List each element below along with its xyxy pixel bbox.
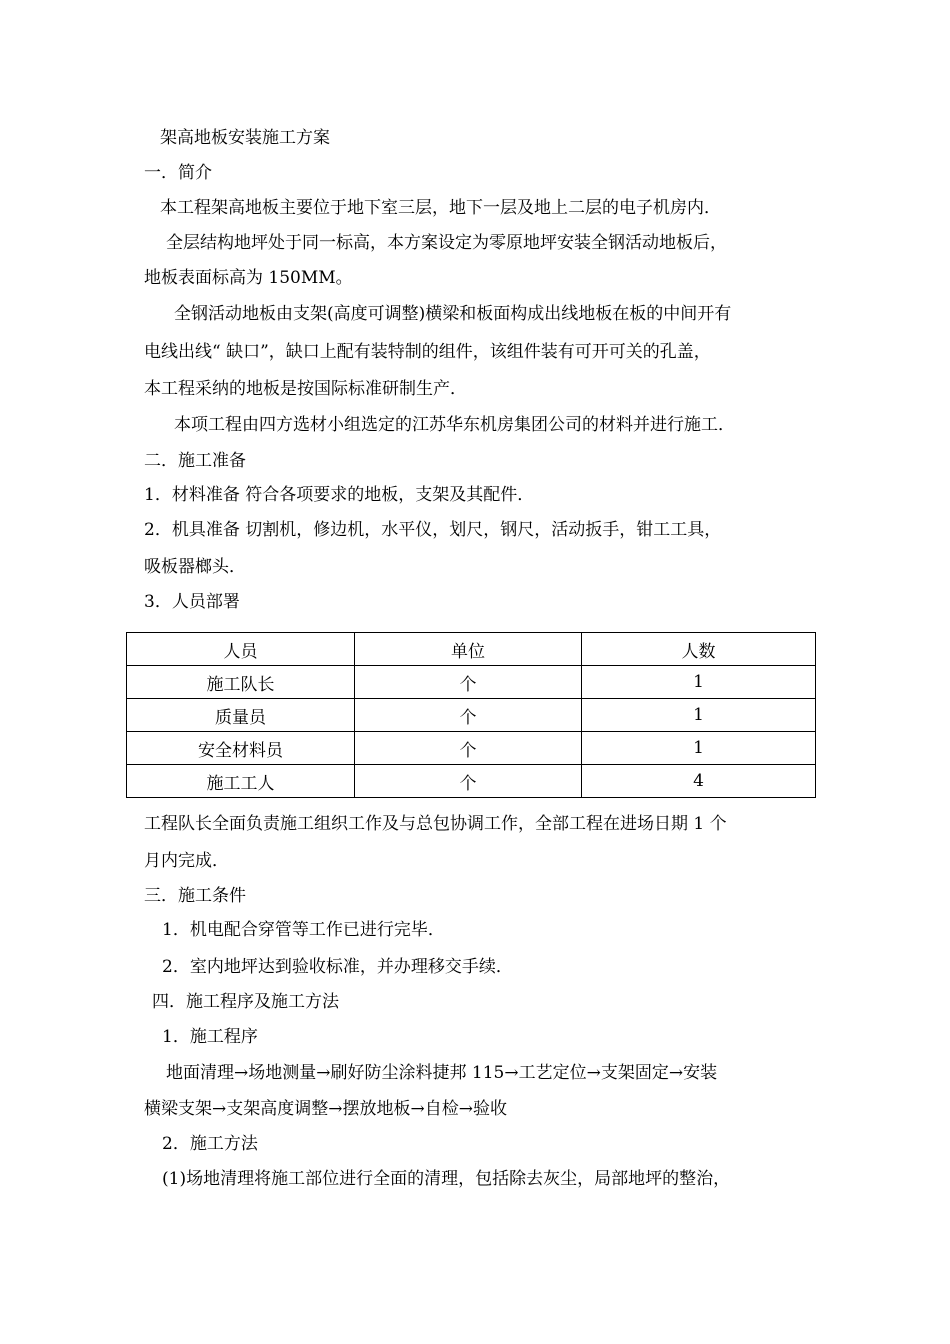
table-cell: 施工工人 [127,765,355,798]
paragraph-3-line-2: 电线出线“ 缺口”，缺口上配有装特制的组件，该组件装有可开可关的孔盖， [144,342,711,362]
section-1-heading: 一．简介 [144,163,212,183]
section-4-heading: 四．施工程序及施工方法 [152,992,339,1012]
procedure-flow-line-1: 地面清理→场地测量→刷好防尘涂料捷邦 115→工艺定位→支架固定→安装 [166,1063,718,1083]
staffing-table [126,632,816,798]
table-row [127,666,816,699]
section-2-item-3: 3．人员部署 [144,592,240,612]
after-table-line-1: 工程队长全面负责施工组织工作及与总包协调工作，全部工程在进场日期 1 个 [144,814,727,834]
table-cell: 施工队长 [127,666,355,699]
paragraph-2-line-2: 地板表面标高为 150MM。 [144,268,353,288]
after-table-line-2: 月内完成． [144,851,229,871]
doc-title: 架高地板安装施工方案 [160,128,330,148]
table-cell: 1 [582,699,816,732]
table-row [127,765,816,798]
procedure-flow-line-2: 横梁支架→支架高度调整→摆放地板→自检→验收 [144,1099,507,1119]
table-header-cell: 单位 [355,633,582,666]
table-header-row [127,633,816,666]
section-3-item-2: 2．室内地坪达到验收标准，并办理移交手续． [162,957,513,977]
table-cell: 1 [582,732,816,765]
table-row [127,732,816,765]
table-cell: 个 [355,699,582,732]
table-row [127,699,816,732]
section-2-item-2-line-1: 2．机具准备 切割机，修边机，水平仪，划尺，钢尺，活动扳手，钳工工具， [144,520,722,540]
paragraph-3-line-1: 全钢活动地板由支架(高度可调整)横梁和板面构成出线地板在板的中间开有 [174,304,732,324]
section-2-item-2-line-2: 吸板器榔头． [144,557,246,577]
paragraph-2-line-1: 全层结构地坪处于同一标高，本方案设定为零原地坪安装全钢活动地板后， [166,233,727,253]
section-3-item-1: 1．机电配合穿管等工作已进行完毕． [162,920,445,940]
table-cell: 个 [355,765,582,798]
table-cell: 1 [582,666,816,699]
table-cell: 质量员 [127,699,355,732]
table-cell: 个 [355,732,582,765]
section-2-item-1: 1．材料准备 符合各项要求的地板，支架及其配件． [144,485,535,505]
paragraph-1: 本工程架高地板主要位于地下室三层，地下一层及地上二层的电子机房内． [160,198,721,218]
table-cell: 4 [582,765,816,798]
paragraph-4: 本项工程由四方选材小组选定的江苏华东机房集团公司的材料并进行施工． [174,415,735,435]
section-4-subheading-2: 2．施工方法 [162,1134,258,1154]
table-cell: 安全材料员 [127,732,355,765]
table-cell: 个 [355,666,582,699]
section-4-subheading-1: 1．施工程序 [162,1027,258,1047]
table-header-cell: 人数 [582,633,816,666]
table-header-cell: 人员 [127,633,355,666]
section-2-heading: 二．施工准备 [144,451,246,471]
section-3-heading: 三．施工条件 [144,886,246,906]
paragraph-3-line-3: 本工程采纳的地板是按国际标准研制生产． [144,379,467,399]
method-item-1: (1)场地清理将施工部位进行全面的清理，包括除去灰尘，局部地坪的整治， [162,1169,731,1189]
